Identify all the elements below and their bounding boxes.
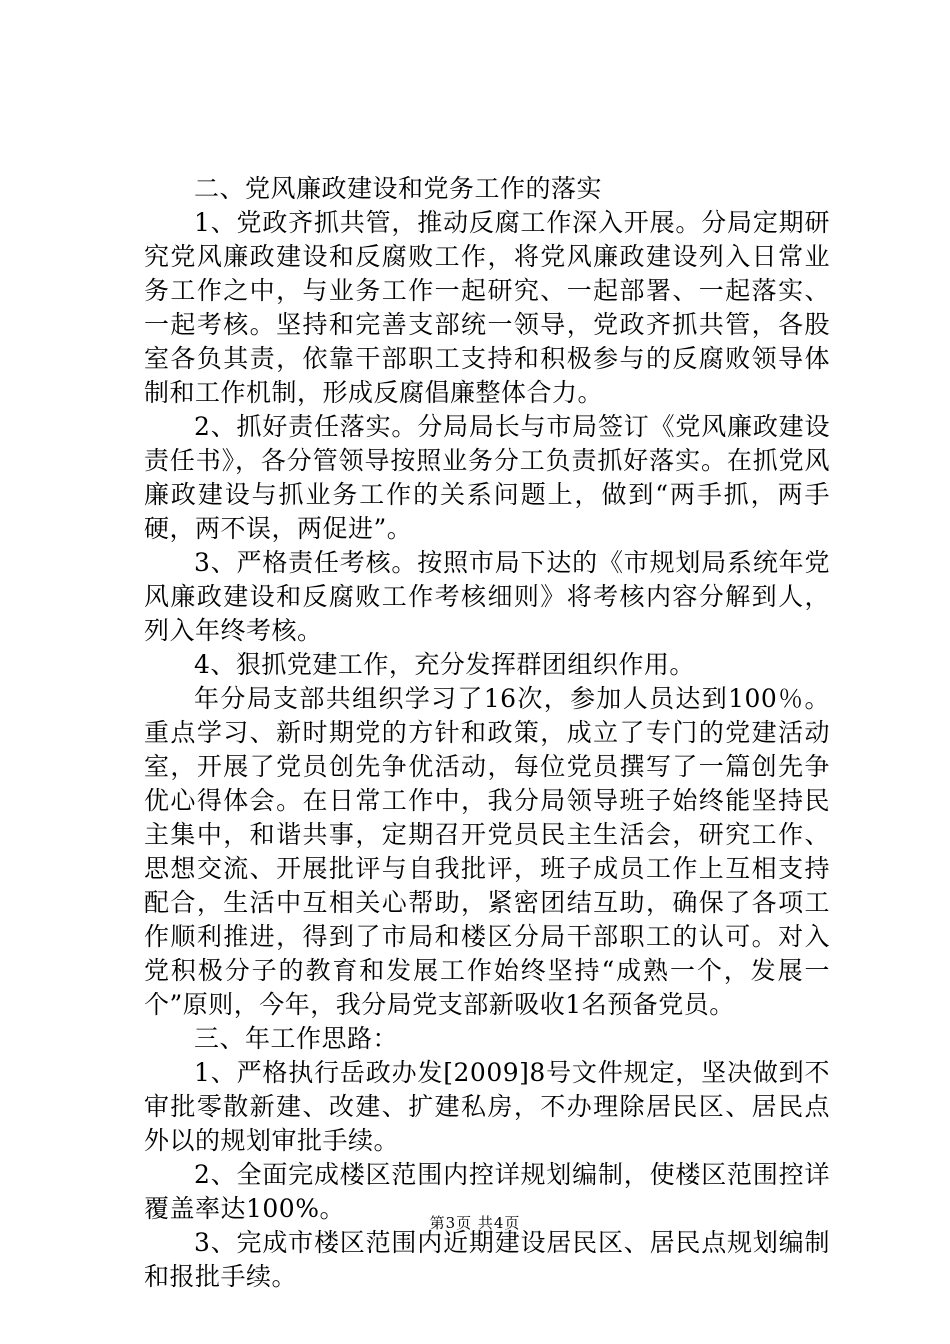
section-heading-2: 二、党风廉政建设和党务工作的落实	[194, 174, 603, 203]
plan-item-1: 1、严格执行岳政办发[2009]8号文件规定，坚决做到不审批零散新建、改建、扩建私房，不办理除居民区、居民点外以的规划审批手续。	[144, 1058, 830, 1155]
plan-item-2: 2、全面完成楼区范围内控详规划编制，使楼区范围控详覆盖率达100%。	[144, 1160, 830, 1223]
section-heading-3: 三、年工作思路：	[194, 1024, 399, 1053]
page-footer	[0, 1213, 950, 1233]
paragraph-item-3: 3、严格责任考核。按照市局下达的《市规划局系统年党风廉政建设和反腐败工作考核细则》将考核内容分解到人，列入年终考核。	[144, 548, 830, 645]
paragraph-party-building: 年分局支部共组织学习了16次，参加人员达到100％。重点学习、新时期党的方针和政策，成立了专门的党建活动室，开展了党员创先争优活动，每位党员撰写了一篇创先争优心得体会。在日常工作中，我分局领导班子始终能坚持民主集中，和谐共事，定期召开党员民主生活会，研究工作、思想交流、开展批评与自我批评，班子成员工作上互相支持配合，生活中互相关心帮助，紧密团结互助，确保了各项工作顺利推进，得到了市局和楼区分局干部职工的认可。对入党积极分子的教育和发展工作始终坚持“成熟一个，发展一个”原则，今年，我分局党支部新吸收1名预备党员。	[144, 684, 830, 1019]
paragraph-item-1: 1、党政齐抓共管，推动反腐工作深入开展。分局定期研究党风廉政建设和反腐败工作，将党风廉政建设列入日常业务工作之中，与业务工作一起研究、一起部署、一起落实、一起考核。坚持和完善支部统一领导，党政齐抓共管，各股室各负其责，依靠干部职工支持和积极参与的反腐败领导体制和工作机制，形成反腐倡廉整体合力。	[144, 208, 830, 407]
paragraph-item-2: 2、抓好责任落实。分局局长与市局签订《党风廉政建设责任书》，各分管领导按照业务分工负责抓好落实。在抓党风廉政建设与抓业务工作的关系问题上，做到“两手抓，两手硬，两不误，两促进”。	[144, 412, 830, 543]
document-body	[144, 172, 830, 1294]
page-number: 第3页 共4页	[429, 1214, 521, 1232]
paragraph-item-4: 4、狠抓党建工作，充分发挥群团组织作用。	[194, 650, 695, 679]
plan-item-3: 3、完成市楼区范围内近期建设居民区、居民点规划编制和报批手续。	[144, 1228, 830, 1291]
